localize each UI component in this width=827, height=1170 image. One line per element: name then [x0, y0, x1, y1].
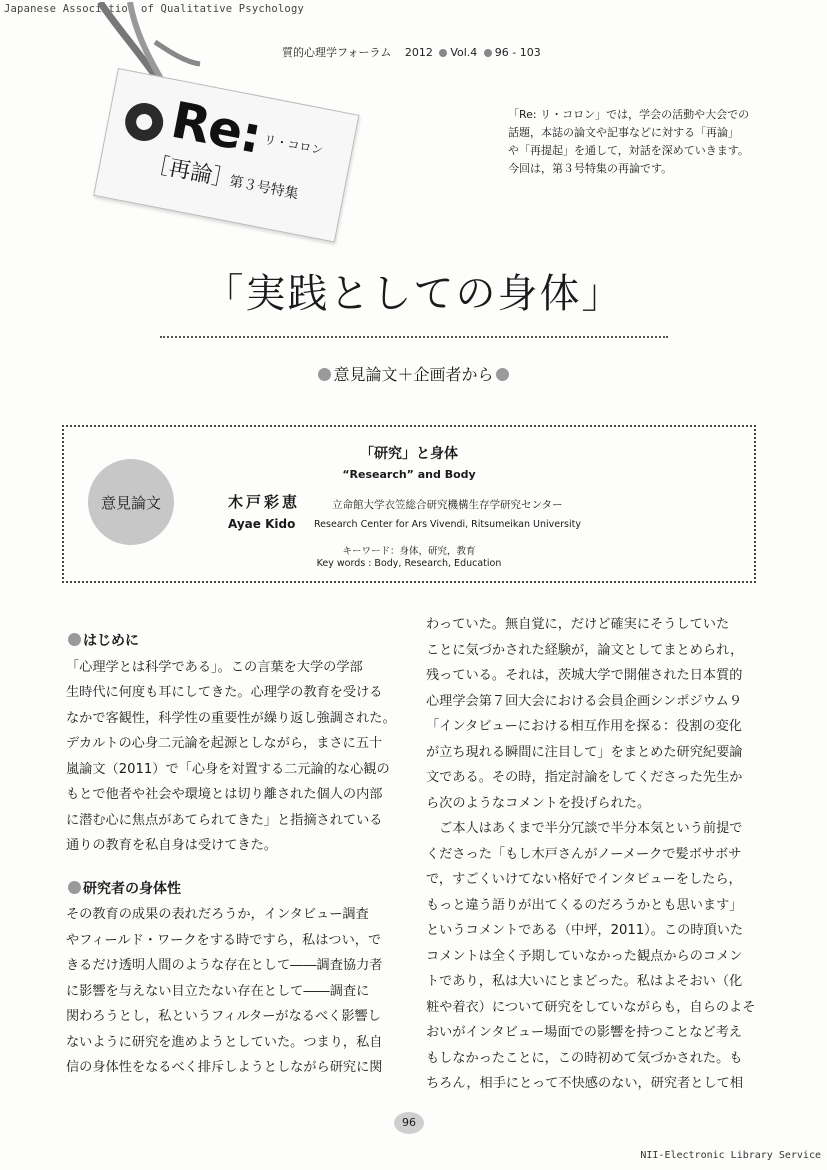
tag-hole-icon — [122, 100, 167, 145]
body-line: ないように研究を進めようとしていた。つまり，私自 — [66, 1034, 383, 1050]
section-heading — [0, 362, 827, 385]
author-name-en: Ayae Kido — [228, 517, 296, 531]
recolon-logo: Re: — [166, 90, 266, 165]
intro-line: 話題，本誌の論文や記事などに対する「再論」 — [508, 126, 739, 139]
body-line: もっと違う語りが出てくるのだろうかとも思います」 — [426, 897, 743, 913]
journal-header — [282, 44, 541, 60]
body-line: 「心理学とは科学である」。この言葉を大学の学部 — [66, 659, 363, 675]
bullet-ball-icon — [68, 633, 81, 646]
body-line: 生時代に何度も耳にしてきた。心理学の教育を受ける — [66, 685, 383, 700]
journal-volume: Vol.4 — [450, 46, 478, 59]
body-column-right — [426, 612, 762, 1097]
dotted-divider — [160, 336, 668, 338]
section-heading-text: 意見論文＋企画者から — [333, 365, 494, 384]
affiliation-en: Research Center for Ars Vivendi, Ritsumeikan University — [314, 519, 581, 530]
page-number: 96 — [394, 1112, 424, 1134]
affiliation-ja: 立命館大学衣笠総合研究機構生存学研究センター — [332, 499, 563, 511]
body-line: 関わろうとし，私というフィルターがなるべく影響し — [66, 1009, 381, 1024]
journal-name: 質的心理学フォーラム — [282, 46, 392, 59]
body-line: 通りの教育を私自身は受けてきた。 — [66, 838, 277, 853]
organization-header: Japanese Association of Qualitative Psychology — [4, 3, 304, 15]
body-line: 残っている。それは，茨城大学で開催された日本質的 — [426, 668, 743, 683]
body-line: 信の身体性をなるべく排斥しようとしながら研究に関 — [66, 1060, 383, 1075]
rebuttal-label: ［再論］ — [144, 151, 237, 193]
heading-text: 研究者の身体性 — [83, 880, 181, 897]
body-line: に影響を与えない目立たない存在として――調査に — [66, 983, 370, 999]
bullet-dot-icon — [439, 49, 447, 57]
article-title-ja: 「研究」と身体 — [360, 446, 458, 462]
body-line: に潜む心に焦点があてられてきた」と指摘されている — [66, 812, 383, 828]
recolon-tag — [93, 68, 359, 243]
body-line: ら次のようなコメントを投げられた。 — [426, 795, 651, 811]
keywords-ja: キーワード：身体，研究，教育 — [342, 546, 476, 557]
recolon-reading: リ・コロン — [262, 132, 325, 158]
body-line: 「インタビューにおける相互作用を探る：役割の変化 — [426, 719, 742, 734]
article-title-en: “Research” and Body — [342, 468, 476, 481]
author-name-ja: 木戸彩恵 — [228, 493, 301, 511]
body-line: もとで他者や社会や環境とは切り離された個人の内部 — [66, 787, 383, 802]
body-column-left — [66, 629, 396, 1081]
journal-pages: 96 - 103 — [494, 46, 541, 59]
bullet-ball-icon — [68, 881, 81, 894]
article-info-box — [62, 425, 756, 583]
body-line: ご本人はあくまで半分冗談で半分本気という前提で — [426, 821, 743, 836]
body-line: ちろん，相手にとって不快感のない，研究者として相 — [426, 1076, 744, 1091]
body-line: デカルトの心身二元論を起源としながら，まさに五十 — [66, 736, 383, 751]
keywords-en: Key words : Body, Research, Education — [316, 558, 502, 569]
body-line: というコメントである（中坪，2011）。この時頂いた — [426, 923, 744, 938]
body-line: なかで客観性，科学性の重要性が繰り返し強調された。 — [66, 710, 396, 726]
body-line: コメントは全く予期していなかった観点からのコメン — [426, 948, 743, 964]
body-line: もしなかったことに，この時初めて気づかされた。も — [426, 1050, 743, 1066]
body-line: きるだけ透明人間のような存在として――調査協力者 — [66, 958, 383, 973]
intro-line: や「再提起」を通して，対話を深めていきます。 — [508, 144, 749, 157]
body-line: トであり，私は大いにとまどった。私はよそおい（化 — [426, 974, 743, 989]
section-heading-researcher-body — [66, 877, 396, 903]
body-line: おいがインタビュー場面での影響を持つことなど考え — [426, 1025, 742, 1040]
intro-line: 今回は，第３号特集の再論です。 — [508, 162, 673, 175]
body-line: が立ち現れる瞬間に注目して」をまとめた研究紀要論 — [426, 744, 743, 760]
body-line: 嵐論文（2011）で「心身を対置する二元論的な心観の — [66, 761, 390, 777]
body-line: で，すごくいけてない格好でインタビューをしたら， — [426, 872, 742, 887]
bullet-ball-icon — [496, 368, 509, 381]
body-line: くださった「もし木戸さんがノーメークで髪ボサボサ — [426, 846, 742, 862]
footer-source: NII-Electronic Library Service — [640, 1150, 821, 1161]
section-heading-intro — [66, 629, 396, 655]
bullet-ball-icon — [318, 368, 331, 381]
body-line: ことに気づかされた経験が，論文としてまとめられ， — [426, 642, 744, 658]
bullet-dot-icon — [484, 49, 492, 57]
body-line: わっていた。無自覚に，だけど確実にそうしていた — [426, 617, 730, 632]
body-line: 粧や着衣）について研究をしていながらも，自らのよそ — [426, 999, 756, 1015]
body-line: やフィールド・ワークをする時ですら，私はつい，で — [66, 932, 382, 948]
special-issue-label: 第３号特集 — [227, 173, 300, 203]
body-line: その教育の成果の表れだろうか，インタビュー調査 — [66, 907, 369, 922]
page-title: 「実践としての身体」 — [203, 271, 624, 317]
journal-year: 2012 — [404, 46, 433, 59]
body-line: 心理学会第７回大会における会員企画シンポジウム９ — [426, 693, 743, 709]
heading-text: はじめに — [83, 633, 139, 649]
body-line: 文である。その時，指定討論をしてくださった先生か — [426, 770, 743, 785]
article-type-label: 意見論文 — [100, 493, 161, 512]
intro-text — [508, 106, 768, 178]
intro-line: 「Re: リ・コロン」では，学会の活動や大会での — [508, 108, 750, 121]
